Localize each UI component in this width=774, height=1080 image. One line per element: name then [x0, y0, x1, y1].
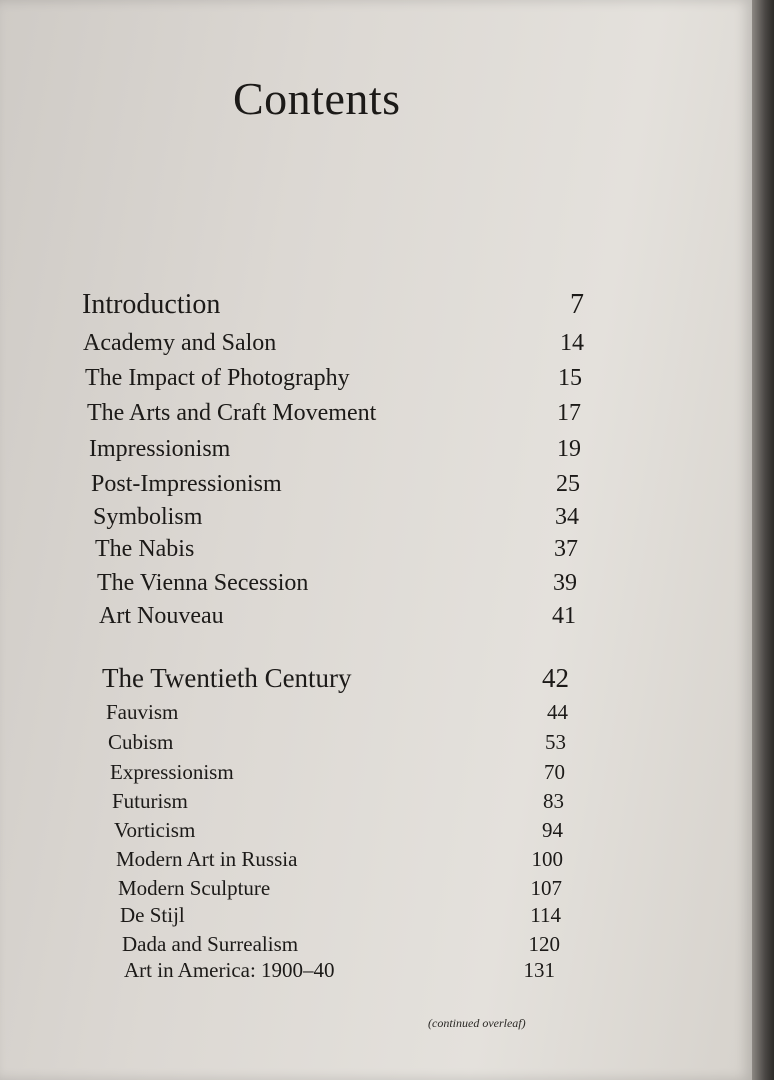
entry-label: Cubism — [108, 730, 174, 754]
entry-page: 25 — [556, 471, 580, 497]
entry-page: 17 — [557, 400, 581, 426]
entry-label: Modern Art in Russia — [116, 847, 298, 871]
entry-page: 53 — [545, 730, 566, 754]
entry-label: Academy and Salon — [83, 330, 277, 356]
entry-page: 14 — [560, 330, 584, 356]
entry-page: 37 — [554, 536, 578, 562]
toc-entry — [95, 536, 578, 563]
entry-label: Impressionism — [89, 436, 231, 462]
entry-label: Symbolism — [93, 504, 203, 530]
entry-label: The Vienna Secession — [97, 570, 309, 596]
toc-entry — [124, 958, 555, 983]
entry-label: De Stijl — [120, 903, 185, 927]
entry-label: The Nabis — [95, 536, 195, 562]
entry-label: Vorticism — [114, 818, 196, 842]
entry-page: 39 — [553, 570, 577, 596]
entry-page: 41 — [552, 603, 576, 629]
entry-page: 19 — [557, 436, 581, 462]
entry-page: 44 — [547, 700, 568, 724]
toc-entry — [93, 504, 579, 531]
toc-entry — [87, 400, 581, 427]
toc-entry — [116, 847, 563, 872]
toc-entry — [108, 730, 566, 755]
entry-label: Introduction — [82, 289, 221, 320]
entry-label: Futurism — [112, 789, 188, 813]
entry-label: Modern Sculpture — [118, 876, 271, 900]
toc-entry — [120, 903, 561, 928]
entry-label: Art in America: 1900–40 — [124, 958, 335, 982]
entry-page: 15 — [558, 365, 582, 391]
toc-entry — [106, 700, 568, 725]
toc-entry — [122, 932, 560, 957]
section-heading-introduction — [82, 289, 584, 321]
entry-page: 83 — [543, 789, 564, 813]
toc-entry — [83, 330, 584, 357]
entry-page: 70 — [544, 760, 565, 784]
toc-entry — [89, 436, 581, 463]
entry-page: 114 — [530, 903, 561, 927]
toc-entry — [97, 570, 577, 597]
page-title: Contents — [233, 73, 401, 124]
entry-label: Dada and Surrealism — [122, 932, 299, 956]
entry-label: The Twentieth Century — [102, 663, 352, 693]
toc-entry — [99, 603, 576, 630]
entry-page: 94 — [542, 818, 563, 842]
entry-label: Art Nouveau — [99, 603, 224, 629]
entry-page: 34 — [555, 504, 579, 530]
toc-entry — [91, 471, 580, 498]
entry-page: 42 — [542, 663, 569, 693]
entry-page: 120 — [528, 932, 560, 956]
toc-entry — [112, 789, 564, 814]
toc-entry — [118, 876, 562, 901]
entry-page: 7 — [570, 289, 584, 320]
entry-label: The Impact of Photography — [85, 365, 350, 391]
entry-page: 107 — [530, 876, 562, 900]
entry-label: Fauvism — [106, 700, 179, 724]
section-heading-twentieth-century — [102, 663, 569, 694]
toc-entry — [114, 818, 563, 843]
toc-entry — [110, 760, 565, 785]
entry-page: 131 — [523, 958, 555, 982]
entry-label: The Arts and Craft Movement — [87, 400, 377, 426]
book-edge — [752, 0, 774, 1080]
toc-entry — [85, 365, 582, 392]
continued-note: (continued overleaf) — [428, 1016, 526, 1030]
entry-label: Post-Impressionism — [91, 471, 282, 497]
entry-page: 100 — [531, 847, 563, 871]
entry-label: Expressionism — [110, 760, 234, 784]
